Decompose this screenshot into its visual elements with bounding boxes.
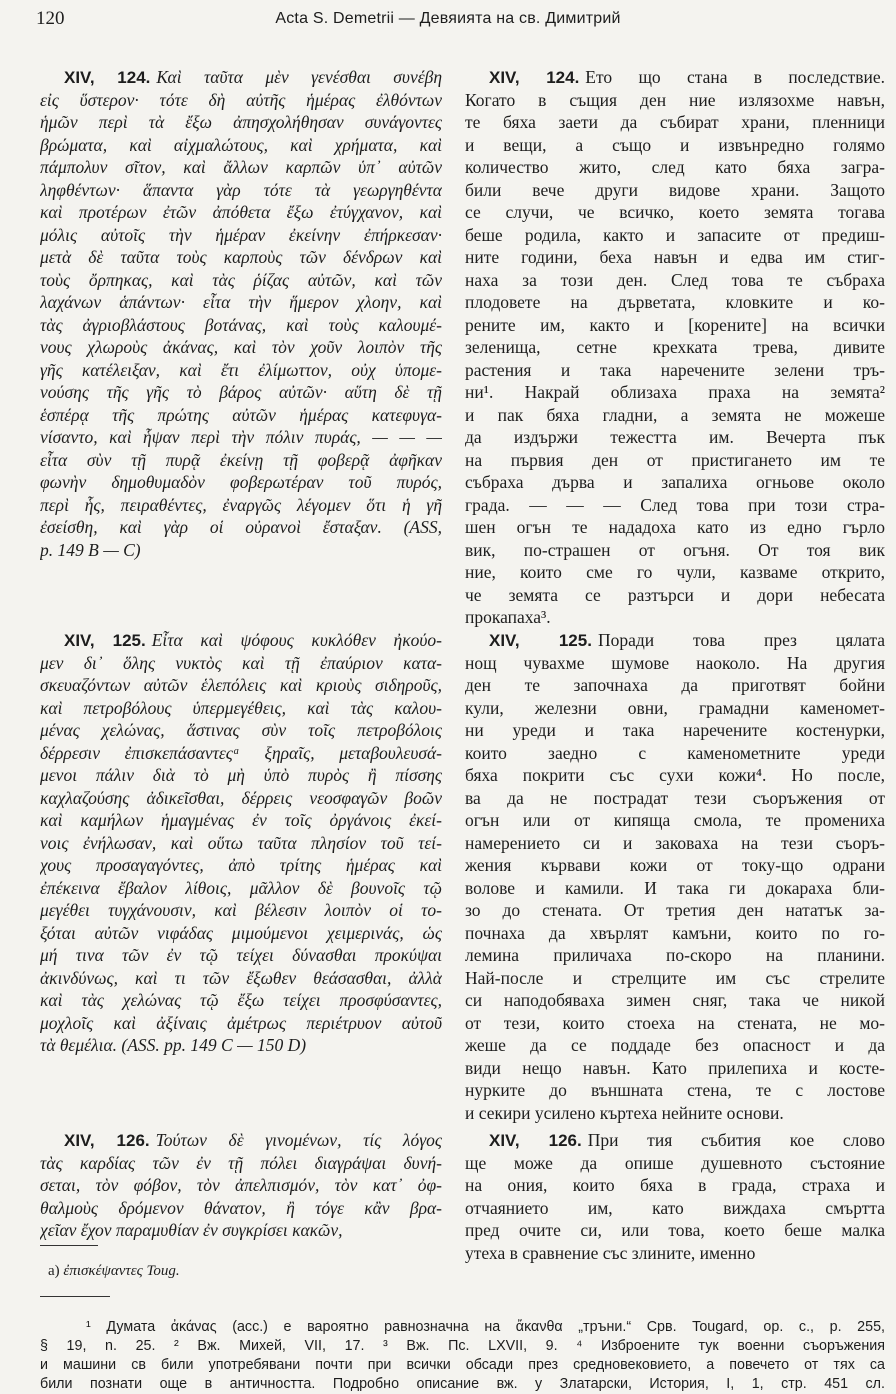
text-line: λαχάνων ἁπάντων· εἶτα τὴν ἥμερον χλοην, καὶ xyxy=(40,292,442,312)
footnote-divider xyxy=(40,1296,110,1297)
text-line: ἐπέκεινα ἔβαλον λίθοις, μᾶλλον δὲ βουνοῖς τῷ xyxy=(40,877,442,898)
text-line: μεν δι᾽ ὅλης νυκτὸς καὶ τῇ ἐπαύριον κατα- xyxy=(40,652,442,673)
text-line: σκευαζόντων αὐτῶν ἑλεπόλεις καὶ κριοὺς σιδηροῦς, xyxy=(40,675,442,695)
text-line xyxy=(465,66,885,89)
line-text: Εἶτα καὶ ψόφους κυκλόθεν ἠκούο- xyxy=(151,630,442,650)
text-line: δέρρεσιν ἐπισκεπάσαντεςᵃ ξηραῖς, μεταβουλευσά- xyxy=(40,742,442,763)
greek-section-124 xyxy=(40,66,442,561)
text-line: и пак бяха гладни, а земята не можеше xyxy=(465,404,885,425)
text-line: и вещи, а също и извънредно голямо xyxy=(465,134,885,155)
text-line: μή τινα τῶν ἐν τῷ τείχει δύνασθαι προκύψαι xyxy=(40,945,442,965)
text-line: лемина приличаха по-скоро на планини. xyxy=(465,945,885,965)
text-line: ни¹. Накрай облизаха праха на земята² xyxy=(465,382,885,402)
text-line: количество жито, след като бяха загра- xyxy=(465,157,885,177)
text-line: πάμπολυν σῖτον, καὶ ἄλλων καρπῶν ὑπ᾽ αὐτῶν xyxy=(40,157,442,177)
bulgarian-section-125 xyxy=(465,629,885,1124)
text-line: γῆς κατέλειξαν, καὶ ἔτι ἐλίμωττον, οὐχ ὑπομε- xyxy=(40,359,442,380)
greek-section-126 xyxy=(40,1129,442,1242)
text-line: χους προσαγαγόντες, ἀπὸ τρίτης ἡμέρας καὶ xyxy=(40,855,442,875)
text-line: τὰ θεμέλια. (ASS. pp. 149 C — 150 D) xyxy=(40,1035,307,1055)
text-line: ден те започнаха да приготвят бойни xyxy=(465,675,885,695)
section-number: XIV, 125. xyxy=(64,631,146,650)
text-line: да издържи тежестта им. Вечерта пък xyxy=(465,427,885,447)
text-line: νοις ἐνήλωσαν, καὶ οὕτω ταῦτα πλησίον τοῦ τεί- xyxy=(40,832,442,853)
text-line: ἐσείσθη, καὶ γὰρ οἱ οὐρανοὶ ἔσταξαν. (ASS, xyxy=(40,517,442,537)
footnote-line: ¹ Думата ἀκάνας (асс.) е вароятно равнозначна на ἄκανθα „тръни.“ Срв. Tougard, op. c., p. 255, xyxy=(86,1319,885,1335)
text-line: си наподобяваха зимен сняг, така че никой xyxy=(465,990,885,1010)
text-line: на ония, които бяха в града, страха и xyxy=(465,1175,885,1195)
text-line: на първия ден от пристигането им те xyxy=(465,449,885,470)
text-line: τὰς ἀγριοβλάστους βοτάνας, καὶ τοὺς καλουμέ- xyxy=(40,314,442,335)
text-line: μετὰ δὲ ταῦτα τοὺς καρποὺς τῶν δένδρων καὶ xyxy=(40,247,442,267)
text-line: растения и така наречените зелени тръ- xyxy=(465,359,885,380)
page-number: 120 xyxy=(36,8,65,29)
text-line: рените им, както и [корените] на всички xyxy=(465,314,885,335)
text-line: нурките до външната стена, те с лостове xyxy=(465,1080,885,1100)
running-header: Acta S. Demetrii — Девяията на св. Димитрий xyxy=(275,10,621,27)
text-line: града. — — — След това при този стра- xyxy=(465,494,885,515)
section-number: XIV, 125. xyxy=(489,631,592,650)
bulgarian-section-126 xyxy=(465,1129,885,1264)
text-line: от тези, които стоеха на стената, не мо- xyxy=(465,1012,885,1033)
text-line xyxy=(40,66,442,89)
text-line: Най-после и стрелците им със стрелите xyxy=(465,967,885,988)
text-line: καὶ πετροβόλους ὑπερμεγέθεις, καὶ τὰς καλου- xyxy=(40,697,442,718)
text-line: отчаянието им, като виждаха смъртта xyxy=(465,1197,885,1218)
text-line: ἑσπέρᾳ τῆς πρώτης αὐτῶν ἡμέρας κατεφυγα- xyxy=(40,404,442,425)
text-line: τοὺς ὄρπηκας, καὶ τὰς ῥίζας αὐτῶν, καὶ τῶν xyxy=(40,269,442,290)
text-line: μεγέθει τυγχάνουσιν, καὶ βέλεσιν λοιπὸν οἱ το- xyxy=(40,900,442,920)
critical-apparatus xyxy=(48,1263,180,1280)
text-line: които заедно с каменометните уреди xyxy=(465,742,885,763)
footnote-line: и машини св били употребявани почти при всички обсади през средновековието, а повечето от тях са xyxy=(40,1357,885,1373)
section-number: XIV, 124. xyxy=(64,68,151,87)
text-line: утеха в сравнение със злините, именно xyxy=(465,1242,756,1263)
text-line: ните години, беха навън и едва им стиг- xyxy=(465,247,885,267)
text-line: ни уреди и така наречените костенурки, xyxy=(465,720,885,740)
bulgarian-section-124 xyxy=(465,66,885,629)
section-number: XIV, 126. xyxy=(489,1131,582,1150)
text-line: μόλις αὐτοῖς τὴν ἡμέραν ἐκείνην ἐπήρκεσαν· xyxy=(40,224,442,245)
text-line: βρώματα, καὶ αἰχμαλώτους, καὶ χρήματα, καὶ xyxy=(40,134,442,155)
text-line: шен огън те нададоха като из едно гърло xyxy=(465,517,885,537)
text-line: p. 149 B — C) xyxy=(40,539,141,560)
text-line: ние, които сме го чули, казваме открито, xyxy=(465,562,885,582)
text-line: бяха покрити със сухи кожи⁴. Но после, xyxy=(465,765,885,785)
line-text: При тия събития кое слово xyxy=(587,1130,885,1150)
text-line: ἡμῶν περὶ τὰ ἔξω ἀπησχολήθησαν συνάγοντες xyxy=(40,112,442,132)
apparatus-marker: a) xyxy=(48,1263,60,1279)
text-line: види нещо навън. Като прилепиха и косте- xyxy=(465,1057,885,1078)
text-line: ξόται αὐτῶν νιφάδας μιμούμενοι χειμερινάς, ὡς xyxy=(40,922,442,943)
text-line: се случи, че всичко, което земята тогава xyxy=(465,202,885,222)
text-line: νούσης τῆς γῆς τὸ βάρος αὐτῶν· αὕτη δὲ τῇ xyxy=(40,382,442,402)
text-line: χεῖαν ἔχον παραμυθίαν ἐν συγκρίσει κακῶν, xyxy=(40,1220,343,1240)
line-text: Καὶ ταῦτα μὲν γενέσθαι συνέβη xyxy=(156,67,442,87)
text-line: жеше да се поддаде без опасност и да xyxy=(465,1035,885,1055)
text-line xyxy=(465,629,885,652)
text-line: ἀκινδύνως, καὶ τι τῶν ἔξωθεν θεάσασθαι, ἀλλὰ xyxy=(40,967,442,988)
text-line: били вече други видове храни. Защото xyxy=(465,179,885,200)
text-line: пред очите си, или това, което беше малка xyxy=(465,1220,885,1240)
footnote-line: § 19, n. 25. ² Вж. Михей, VII, 17. ³ Вж. Пс. LXVII, 9. ⁴ Изброените тук военни съоръжения xyxy=(40,1338,885,1354)
apparatus-text: ἐπισκέψαντες Toug. xyxy=(63,1263,180,1279)
apparatus-divider xyxy=(40,1245,98,1246)
text-line: и секири усилено къртеха нейните основи. xyxy=(465,1102,784,1123)
text-line: прокапаха³. xyxy=(465,607,551,627)
text-line: περὶ ἧς, πειραθέντες, ἐναργῶς λέγομεν ὅτι ἡ γῆ xyxy=(40,494,442,515)
line-text: Ето що стана в последствие. xyxy=(585,67,885,87)
text-line: καὶ προτέρων ἐτῶν ἀπόθετα ἔξω ἐτύγχανον, καὶ xyxy=(40,202,442,222)
line-text: Τούτων δὲ γινομένων, τίς λόγος xyxy=(155,1130,442,1150)
text-line: плодовете на дърветата, кловките и ко- xyxy=(465,292,885,312)
text-line: вик, по-страшен от огъня. От тоя вик xyxy=(465,539,885,560)
text-line: καὶ καμήλων ἡμαγμένας ἐν τοῖς ὀργάνοις ἐκεί- xyxy=(40,810,442,830)
footnotes xyxy=(40,1318,885,1394)
text-line: беше родила, както и запасите от предиш- xyxy=(465,224,885,245)
text-line: θαλμοὺς δρόμενον θάνατον, ἢ τόγε κἂν βρα- xyxy=(40,1197,442,1218)
text-line: почнаха да хвърлят камъни, които по го- xyxy=(465,922,885,943)
text-line: καὶ τὰς χελώνας τῷ ἔξω τείχει προσφύσαντες, xyxy=(40,990,442,1010)
text-line: огън или от кипяща смола, те промениха xyxy=(465,810,885,830)
text-line: нощ чувахме шумове наоколо. На другия xyxy=(465,652,885,673)
text-line: νους χλωροὺς ἀκάνας, καὶ τὸν χοῦν λοιπὸν τῆς xyxy=(40,337,442,357)
text-line xyxy=(465,1129,885,1152)
text-line: φωνὴν δημοθυμαδὸν φοβερωτέραν τοῦ πυρός, xyxy=(40,472,442,492)
section-number: XIV, 124. xyxy=(489,68,580,87)
text-line: μενοι πάλιν διὰ τὸ μὴ ὑπὸ πυρὸς ἢ πίσσης xyxy=(40,765,442,785)
text-line: волове и камили. И така ги докараха бли- xyxy=(465,877,885,898)
line-text: Поради това през цялата xyxy=(597,630,885,650)
section-number: XIV, 126. xyxy=(64,1131,150,1150)
text-line: ва да не пострадат тези съоръжения от xyxy=(465,787,885,808)
text-line: наха за този ден. След това те събраха xyxy=(465,269,885,290)
text-line: μένας χελώνας, ἅστινας σὺν τοῖς πετροβόλοις xyxy=(40,720,442,740)
text-line: Когато в същия ден ние излязохме навън, xyxy=(465,89,885,110)
text-line: τὰς καρδίας τῶν ἐν τῇ πόλει διαγράψαι δυνή- xyxy=(40,1152,442,1173)
footnote-line: били познати още в античността. Подробно описание вж. у Златарски, История, I, 1, стр. 451 сл. xyxy=(40,1376,885,1392)
text-line: жения кървави кожи от току-що одрани xyxy=(465,855,885,875)
text-line: ληφθέντων· ἅπαντα γὰρ τότε τὰ γεωργηθέντα xyxy=(40,179,442,200)
text-line: καχλαζούσης ἀδικεῖσθαι, δέρρεις νεοσφαγῶν βοῶν xyxy=(40,787,442,808)
text-line: че земята се разтърси и дори небесата xyxy=(465,584,885,605)
text-line: събраха дърва и запалиха огньове около xyxy=(465,472,885,492)
text-line: намерението си и заковаха на тези съоръ- xyxy=(465,832,885,853)
text-line: μοχλοῖς καὶ ἀξίναις ἀμέτρως περιέτρυον αὐτοῦ xyxy=(40,1012,442,1033)
text-line: εἶτα σὺν τῇ πυρᾷ ἐκείνῃ τῇ φοβερᾷ ἀφῆκαν xyxy=(40,449,442,470)
text-line: зо до стената. От третия ден нататък за- xyxy=(465,900,885,920)
greek-section-125 xyxy=(40,629,442,1057)
text-line: зеленища, сетне крехката трева, дивите xyxy=(465,337,885,357)
text-line: νίσαντο, καὶ ἧψαν περὶ τὴν πόλιν πυράς, — — — xyxy=(40,427,442,447)
text-line: σεται, τὸν φόβον, τὸν ἀπελπισμόν, τὸν κατ᾽ ὀφ- xyxy=(40,1175,442,1195)
text-line: кули, железни овни, грамадни каменомет- xyxy=(465,697,885,718)
text-line: те бяха заети да събират храни, пленници xyxy=(465,112,885,132)
text-line: ще може да опише душевното състояние xyxy=(465,1152,885,1173)
text-line xyxy=(40,629,442,652)
text-line: εἰς ὕστερον· τότε δὴ αὐτῆς ἡμέρας ἐλθόντων xyxy=(40,89,442,110)
text-line xyxy=(40,1129,442,1152)
